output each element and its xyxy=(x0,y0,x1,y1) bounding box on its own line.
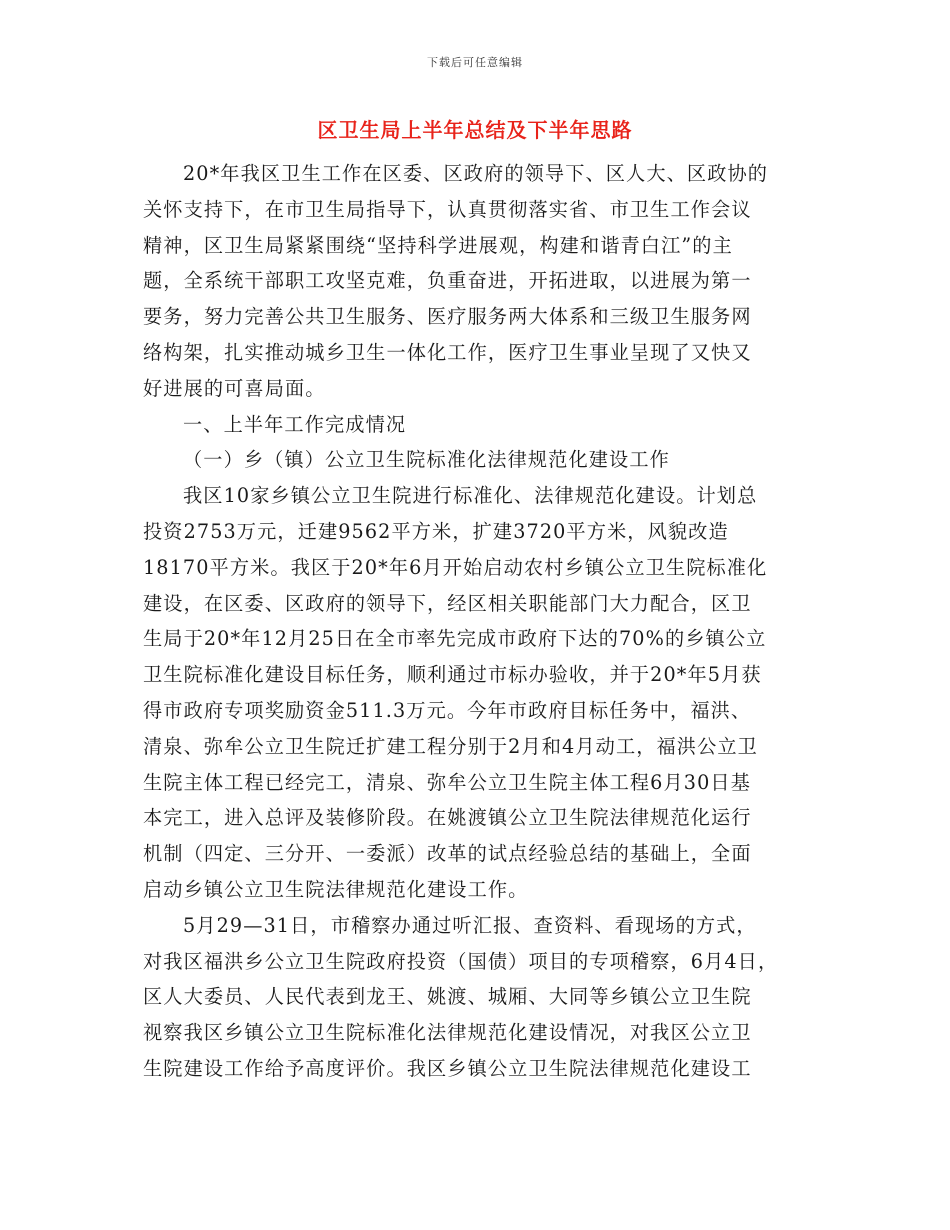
text-line: 视察我区乡镇公立卫生院标准化法律规范化建设情况，对我区公立卫 xyxy=(143,1021,752,1045)
header-note: 下载后可任意编辑 xyxy=(427,56,523,69)
text-line: 投资2753万元，迁建9562平方米，扩建3720平方米，风貌改造 xyxy=(143,519,729,543)
text-line: 机制（四定、三分开、一委派）改革的试点经验总结的基础上，全面 xyxy=(143,842,752,866)
text-line: （一）乡（镇）公立卫生院标准化法律规范化建设工作 xyxy=(183,448,670,472)
text-line: 区人大委员、人民代表到龙王、姚渡、城厢、大同等乡镇公立卫生院 xyxy=(143,985,752,1009)
text-line: 得市政府专项奖励资金511.3万元。今年市政府目标任务中，福洪、 xyxy=(143,698,752,722)
text-line: 生局于20*年12月25日在全市率先完成市政府下达的70%的乡镇公立 xyxy=(143,627,767,651)
text-line: 对我区福洪乡公立卫生院政府投资（国债）项目的专项稽察，6月4日， xyxy=(143,949,779,973)
text-line: 生院建设工作给予高度评价。我区乡镇公立卫生院法律规范化建设工 xyxy=(143,1056,752,1080)
text-line: 清泉、弥牟公立卫生院迁扩建工程分别于2月和4月动工，福洪公立卫 xyxy=(143,734,758,758)
text-line: 关怀支持下，在市卫生局指导下，认真贯彻落实省、市卫生工作会议 xyxy=(143,197,752,221)
text-line: 络构架，扎实推动城乡卫生一体化工作，医疗卫生事业呈现了又快又 xyxy=(143,340,752,364)
document-title: 区卫生局上半年总结及下半年思路 xyxy=(317,118,633,142)
text-line: 我区10家乡镇公立卫生院进行标准化、法律规范化建设。计划总 xyxy=(183,484,758,508)
text-line: 卫生院标准化建设目标任务，顺利通过市标办验收，并于20*年5月获 xyxy=(143,663,762,687)
text-line: 启动乡镇公立卫生院法律规范化建设工作。 xyxy=(143,877,529,901)
document-body xyxy=(143,156,813,1087)
text-line: 生院主体工程已经完工，清泉、弥牟公立卫生院主体工程6月30日基 xyxy=(143,770,751,794)
text-line: 本完工，进入总评及装修阶段。在姚渡镇公立卫生院法律规范化运行 xyxy=(143,806,752,830)
text-line: 要务，努力完善公共卫生服务、医疗服务两大体系和三级卫生服务网 xyxy=(143,305,752,329)
text-line: 5月29—31日，市稽察办通过听汇报、查资料、看现场的方式， xyxy=(183,913,757,937)
text-line: 20*年我区卫生工作在区委、区政府的领导下、区人大、区政协的 xyxy=(183,162,769,185)
text-line: 精神，区卫生局紧紧围绕“坚持科学进展观，构建和谐青白江”的主 xyxy=(143,233,733,257)
text-line: 题，全系统干部职工攻坚克难，负重奋进，开拓进取，以进展为第一 xyxy=(143,269,752,293)
text-line: 一、上半年工作完成情况 xyxy=(183,412,407,436)
text-line: 建设，在区委、区政府的领导下，经区相关职能部门大力配合，区卫 xyxy=(143,591,752,615)
text-line: 18170平方米。我区于20*年6月开始启动农村乡镇公立卫生院标准化 xyxy=(143,555,768,579)
text-line: 好进展的可喜局面。 xyxy=(143,376,326,400)
